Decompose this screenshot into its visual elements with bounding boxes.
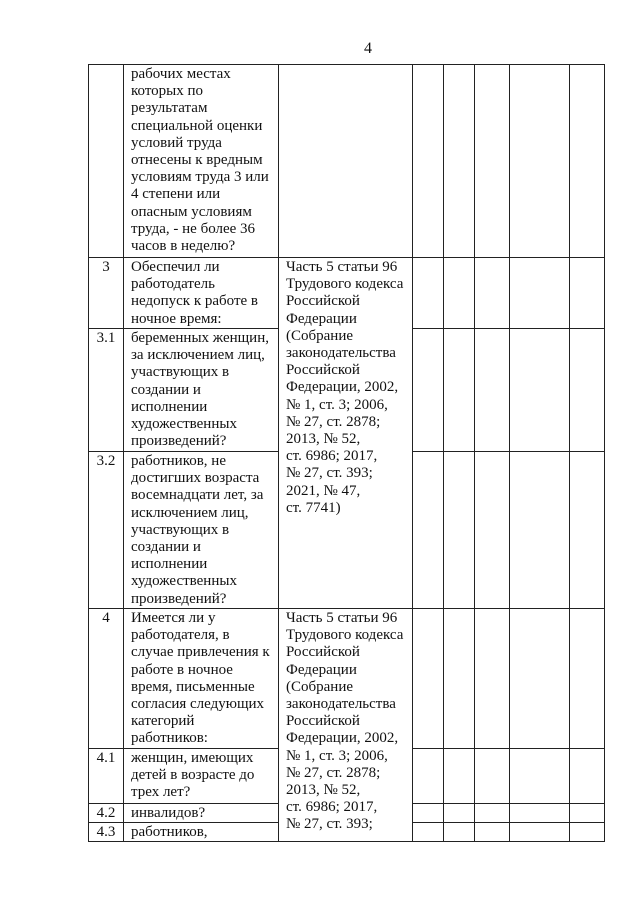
- text-line: согласия следующих: [131, 696, 265, 713]
- answer-cell[interactable]: [510, 452, 570, 609]
- answer-cell[interactable]: [510, 822, 570, 841]
- text-line: № 27, ст. 2878;: [286, 764, 381, 781]
- text-line: исполнении: [131, 556, 208, 573]
- text-line: инвалидов?: [131, 804, 206, 821]
- text-line: которых по: [131, 83, 204, 100]
- question-cell: [124, 258, 279, 329]
- question-cell: [124, 452, 279, 609]
- text-line: Российской: [286, 362, 360, 379]
- answer-cell[interactable]: [475, 329, 510, 452]
- text-line: исключением лиц,: [131, 504, 249, 521]
- text-line: работе в ночное: [131, 661, 233, 678]
- question-cell: [124, 748, 279, 803]
- text-line: ночное время:: [131, 310, 222, 327]
- text-line: 2013, № 52,: [286, 782, 361, 799]
- text-line: достигших возраста: [131, 470, 260, 487]
- text-line: работников:: [131, 730, 208, 747]
- answer-cell[interactable]: [475, 258, 510, 329]
- law-reference-cell: [279, 609, 413, 842]
- table-row: [89, 258, 605, 329]
- text-line: недопуск к работе в: [131, 293, 259, 310]
- answer-cell[interactable]: [444, 452, 475, 609]
- law-reference-cell: [279, 258, 413, 609]
- answer-cell[interactable]: [475, 609, 510, 749]
- text-line: ст. 6986; 2017,: [286, 448, 378, 465]
- answer-cell[interactable]: [413, 329, 444, 452]
- text-line: исполнении: [131, 398, 208, 415]
- text-line: участвующих в: [131, 364, 230, 381]
- text-line: детей в возрасте до: [131, 766, 255, 783]
- text-line: законодательства: [286, 696, 396, 713]
- question-cell: [124, 329, 279, 452]
- text-line: Российской: [286, 713, 360, 730]
- row-number: 3: [89, 258, 124, 329]
- answer-cell[interactable]: [444, 65, 475, 258]
- text-line: результатам: [131, 100, 208, 117]
- row-number: [89, 65, 124, 258]
- answer-cell[interactable]: [510, 329, 570, 452]
- text-line: 4 степени или: [131, 186, 221, 203]
- text-line: время, письменные: [131, 678, 255, 695]
- text-line: работников,: [131, 823, 208, 840]
- text-line: трех лет?: [131, 784, 191, 801]
- answer-cell[interactable]: [475, 822, 510, 841]
- answer-cell[interactable]: [570, 452, 605, 609]
- answer-cell[interactable]: [444, 748, 475, 803]
- text-line: специальной оценки: [131, 117, 263, 134]
- law-reference-cell: [279, 65, 413, 258]
- text-line: за исключением лиц,: [131, 347, 265, 364]
- text-line: 2021, № 47,: [286, 482, 361, 499]
- table-row: [89, 609, 605, 749]
- text-line: 2013, № 52,: [286, 431, 361, 448]
- answer-cell[interactable]: [475, 65, 510, 258]
- answer-cell[interactable]: [475, 452, 510, 609]
- answer-cell[interactable]: [444, 822, 475, 841]
- text-line: категорий: [131, 713, 195, 730]
- text-line: произведений?: [131, 590, 227, 607]
- text-line: ст. 7741): [286, 499, 341, 516]
- answer-cell[interactable]: [510, 65, 570, 258]
- answer-cell[interactable]: [413, 609, 444, 749]
- text-line: работников, не: [131, 453, 226, 469]
- question-cell: [124, 803, 279, 822]
- text-line: художественных: [131, 573, 237, 590]
- text-line: женщин, имеющих: [131, 749, 254, 766]
- answer-cell[interactable]: [413, 258, 444, 329]
- text-line: условиям труда 3 или: [131, 169, 269, 186]
- question-cell: [124, 609, 279, 749]
- text-line: законодательства: [286, 345, 396, 362]
- answer-cell[interactable]: [413, 452, 444, 609]
- answer-cell[interactable]: [570, 748, 605, 803]
- page-number: 4: [364, 40, 372, 57]
- answer-cell[interactable]: [475, 748, 510, 803]
- text-line: (Собрание: [286, 327, 354, 344]
- text-line: Федерации, 2002,: [286, 730, 399, 747]
- answer-cell[interactable]: [570, 258, 605, 329]
- text-line: восемнадцати лет, за: [131, 487, 264, 504]
- text-line: беременных женщин,: [131, 330, 269, 346]
- text-line: № 27, ст. 2878;: [286, 413, 381, 430]
- text-line: рабочих местах: [131, 66, 231, 82]
- table-row: [89, 65, 605, 258]
- answer-cell[interactable]: [444, 329, 475, 452]
- text-line: Федерации: [286, 661, 357, 678]
- answer-cell[interactable]: [510, 258, 570, 329]
- answer-cell[interactable]: [413, 803, 444, 822]
- text-line: создании и: [131, 381, 201, 398]
- question-cell: [124, 822, 279, 841]
- answer-cell[interactable]: [570, 609, 605, 749]
- answer-cell[interactable]: [570, 65, 605, 258]
- answer-cell[interactable]: [570, 803, 605, 822]
- text-line: Российской: [286, 644, 360, 661]
- text-line: Имеется ли у: [131, 610, 216, 626]
- text-line: часов в неделю?: [131, 238, 236, 255]
- row-number: 4: [89, 609, 124, 749]
- row-number: 3.1: [89, 329, 124, 452]
- row-number: 4.3: [89, 822, 124, 841]
- answer-cell[interactable]: [413, 748, 444, 803]
- text-line: Часть 5 статьи 96: [286, 610, 398, 626]
- text-line: Трудового кодекса: [286, 276, 404, 293]
- row-number: 3.2: [89, 452, 124, 609]
- text-line: № 1, ст. 3; 2006,: [286, 747, 388, 764]
- row-number: 4.2: [89, 803, 124, 822]
- answer-cell[interactable]: [413, 65, 444, 258]
- answer-cell[interactable]: [510, 748, 570, 803]
- text-line: Федерации: [286, 310, 357, 327]
- answer-cell[interactable]: [510, 803, 570, 822]
- row-number: 4.1: [89, 748, 124, 803]
- text-line: создании и: [131, 539, 201, 556]
- text-line: (Собрание: [286, 678, 354, 695]
- question-cell: [124, 65, 279, 258]
- answer-cell[interactable]: [444, 609, 475, 749]
- text-line: № 27, ст. 393;: [286, 465, 373, 482]
- answer-cell[interactable]: [570, 822, 605, 841]
- text-line: работодатель: [131, 276, 215, 293]
- checklist-table: [88, 64, 605, 842]
- text-line: № 27, ст. 393;: [286, 816, 373, 833]
- answer-cell[interactable]: [444, 803, 475, 822]
- text-line: ст. 6986; 2017,: [286, 799, 378, 816]
- text-line: труда, - не более 36: [131, 220, 256, 237]
- text-line: отнесены к вредным: [131, 152, 263, 169]
- text-line: Часть 5 статьи 96: [286, 259, 398, 275]
- text-line: участвующих в: [131, 521, 230, 538]
- text-line: Федерации, 2002,: [286, 379, 399, 396]
- answer-cell[interactable]: [444, 258, 475, 329]
- text-line: произведений?: [131, 433, 227, 450]
- text-line: случае привлечения к: [131, 644, 270, 661]
- text-line: Трудового кодекса: [286, 627, 404, 644]
- text-line: Российской: [286, 293, 360, 310]
- text-line: художественных: [131, 416, 237, 433]
- text-line: Обеспечил ли: [131, 259, 220, 275]
- answer-cell[interactable]: [475, 803, 510, 822]
- answer-cell[interactable]: [413, 822, 444, 841]
- text-line: работодателя, в: [131, 627, 230, 644]
- answer-cell[interactable]: [570, 329, 605, 452]
- text-line: опасным условиям: [131, 203, 252, 220]
- answer-cell[interactable]: [510, 609, 570, 749]
- text-line: условий труда: [131, 134, 222, 151]
- text-line: № 1, ст. 3; 2006,: [286, 396, 388, 413]
